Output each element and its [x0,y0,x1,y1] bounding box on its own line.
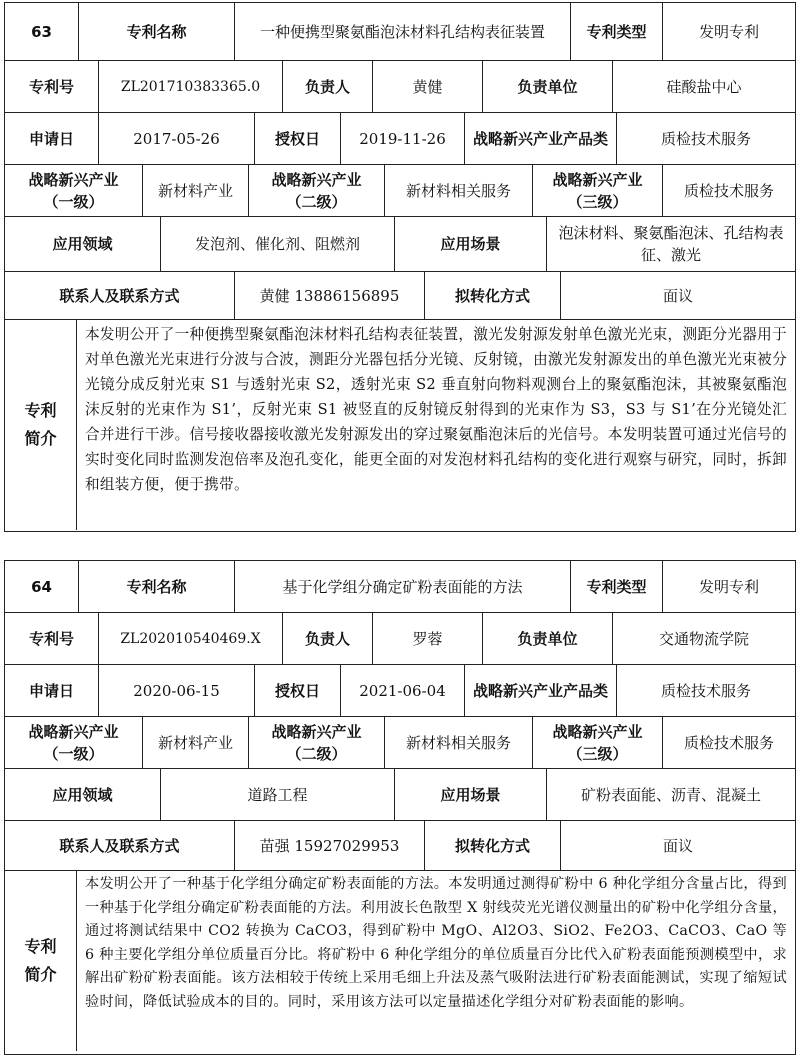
app-field-value: 道路工程 [161,769,395,820]
patent-name-label: 专利名称 [79,3,235,60]
patent-no-label: 专利号 [5,613,99,664]
owner-unit-value: 硅酸盐中心 [666,77,742,96]
sei2-value: 新材料相关服务 [385,165,533,216]
sei3-label [533,165,663,216]
abstract-text: 本发明公开了一种便携型聚氨酯泡沫材料孔结构表征装置，激光发射源发射单色激光光束，测距分光器用于对单色激光光束进行分波与合波，测距分光器包括分光镜、反射镜，由激光发射源发出的单色激光光束被分光镜分成反射光束 S1 与透射光束 S2，透射光束 S2 垂直射向物料观测台上的聚氨酯泡沫，其被聚氨酯泡沫反射的光束作为 S1’，反射光束 S1 被竖直的反射镜反射得到的光束作为 S3，S3 与 S1’在分光镜处汇合并进行干涉。信号接收器接收激光发射源发出的穿过聚氨酯泡沫后的光信号。本发明装置可通过光信号的实时变化同时监测发泡倍率及泡孔变化，能更全面的对发泡材料孔结构的变化进行观察与研究，同时，拆卸和组装方便，便于携带。 [85,326,787,493]
sei1-label-line1: 战略新兴产业 [28,722,119,741]
sei-product-value: 质检技术服务 [660,681,751,700]
sei2-label-line1: 战略新兴产业 [271,722,362,741]
app-field-value: 发泡剂、催化剂、阻燃剂 [161,217,395,271]
sei1-value: 新材料产业 [143,717,249,768]
abstract-label-line1: 专利 [24,937,57,956]
patent-type-label: 专利类型 [571,3,663,60]
sei3-label-line2: （三级） [567,192,628,211]
transfer-label: 拟转化方式 [425,821,561,870]
apply-date-value: 2020-06-15 [99,665,255,716]
owner-unit-label: 负责单位 [483,613,613,664]
transfer-value: 面议 [662,836,693,855]
app-scene-value: 泡沫材料、聚氨酯泡沫、孔结构表征、激光 [558,224,784,264]
app-scene-label: 应用场景 [395,769,547,820]
sei2-label-line2: （二级） [286,744,347,763]
contact-value: 黄健 13886156895 [235,272,425,319]
owner-value: 黄健 [373,61,483,112]
patent-card-63 [4,2,796,532]
patent-type-value: 发明专利 [698,22,759,41]
abstract-label [5,320,77,530]
sei-product-label: 战略新兴产业产品类 [465,113,617,164]
owner-value: 罗蓉 [373,613,483,664]
contact-label: 联系人及联系方式 [5,272,235,319]
owner-unit-value: 交通物流学院 [658,629,749,648]
sei1-label-line2: （一级） [43,744,104,763]
owner-label: 负责人 [283,613,373,664]
grant-date-label: 授权日 [255,113,341,164]
transfer-label: 拟转化方式 [425,272,561,319]
record-number: 64 [5,561,79,612]
sei2-label-line2: （二级） [286,192,347,211]
patent-name-value: 基于化学组分确定矿粉表面能的方法 [235,561,571,612]
sei2-label [249,165,385,216]
apply-date-value: 2017-05-26 [99,113,255,164]
patent-card-64 [4,560,796,1055]
sei3-value: 质检技术服务 [683,181,774,200]
app-scene-label: 应用场景 [395,217,547,271]
sei2-label [249,717,385,768]
patent-no-value: ZL202010540469.X [99,613,283,664]
owner-label: 负责人 [283,61,373,112]
abstract-label-line2: 简介 [24,429,57,448]
sei2-label-line1: 战略新兴产业 [271,170,362,189]
grant-date-value: 2021-06-04 [341,665,465,716]
abstract-label [5,871,77,1051]
patent-name-label: 专利名称 [79,561,235,612]
grant-date-value: 2019-11-26 [341,113,465,164]
contact-value: 苗强 15927029953 [235,821,425,870]
app-scene-value: 矿粉表面能、沥青、混凝土 [580,785,761,804]
sei3-label [533,717,663,768]
contact-label: 联系人及联系方式 [5,821,235,870]
abstract-text: 本发明公开了一种基于化学组分确定矿粉表面能的方法。本发明通过测得矿粉中 6 种化学组分含量占比，得到一种基于化学组分确定矿粉表面能的方法。利用波长色散型 X 射线荧光光谱仪测量出的矿粉中化学组分含量，通过将测试结果中 CO2 转换为 CaCO3，得到矿粉中 MgO、Al2O3、SiO2、Fe2O3、CaCO3、CaO 等 6 种主要化学组分单位质量百分比。将矿粉中 6 种化学组分的单位质量百分比代入矿粉表面能预测模型中，求解出矿粉矿粉表面能。该方法相较于传统上采用毛细上升法及蒸气吸附法进行矿粉表面能测试，实现了缩短试验时间，降低试验成本的目的。同时，采用该方法可以定量描述化学组分对矿粉表面能的影响。 [85,876,787,1010]
sei1-label-line2: （一级） [43,192,104,211]
abstract-label-line2: 简介 [24,965,57,984]
apply-date-label: 申请日 [5,113,99,164]
patent-no-label: 专利号 [5,61,99,112]
sei1-value: 新材料产业 [143,165,249,216]
app-field-label: 应用领域 [5,217,161,271]
owner-unit-label: 负责单位 [483,61,613,112]
sei1-label [5,717,143,768]
sei2-value: 新材料相关服务 [385,717,533,768]
sei1-label-line1: 战略新兴产业 [28,170,119,189]
abstract-label-line1: 专利 [24,401,57,420]
sei-product-value: 质检技术服务 [660,129,751,148]
record-number: 63 [5,3,79,60]
patent-no-value: ZL201710383365.0 [99,61,283,112]
apply-date-label: 申请日 [5,665,99,716]
sei3-value: 质检技术服务 [683,733,774,752]
sei3-label-line1: 战略新兴产业 [552,722,643,741]
sei1-label [5,165,143,216]
transfer-value: 面议 [662,286,693,305]
patent-type-label: 专利类型 [571,561,663,612]
sei-product-label: 战略新兴产业产品类 [465,665,617,716]
sei3-label-line2: （三级） [567,744,628,763]
grant-date-label: 授权日 [255,665,341,716]
patent-name-value: 一种便携型聚氨酯泡沫材料孔结构表征装置 [235,3,571,60]
sei3-label-line1: 战略新兴产业 [552,170,643,189]
patent-type-value: 发明专利 [698,577,759,596]
app-field-label: 应用领域 [5,769,161,820]
